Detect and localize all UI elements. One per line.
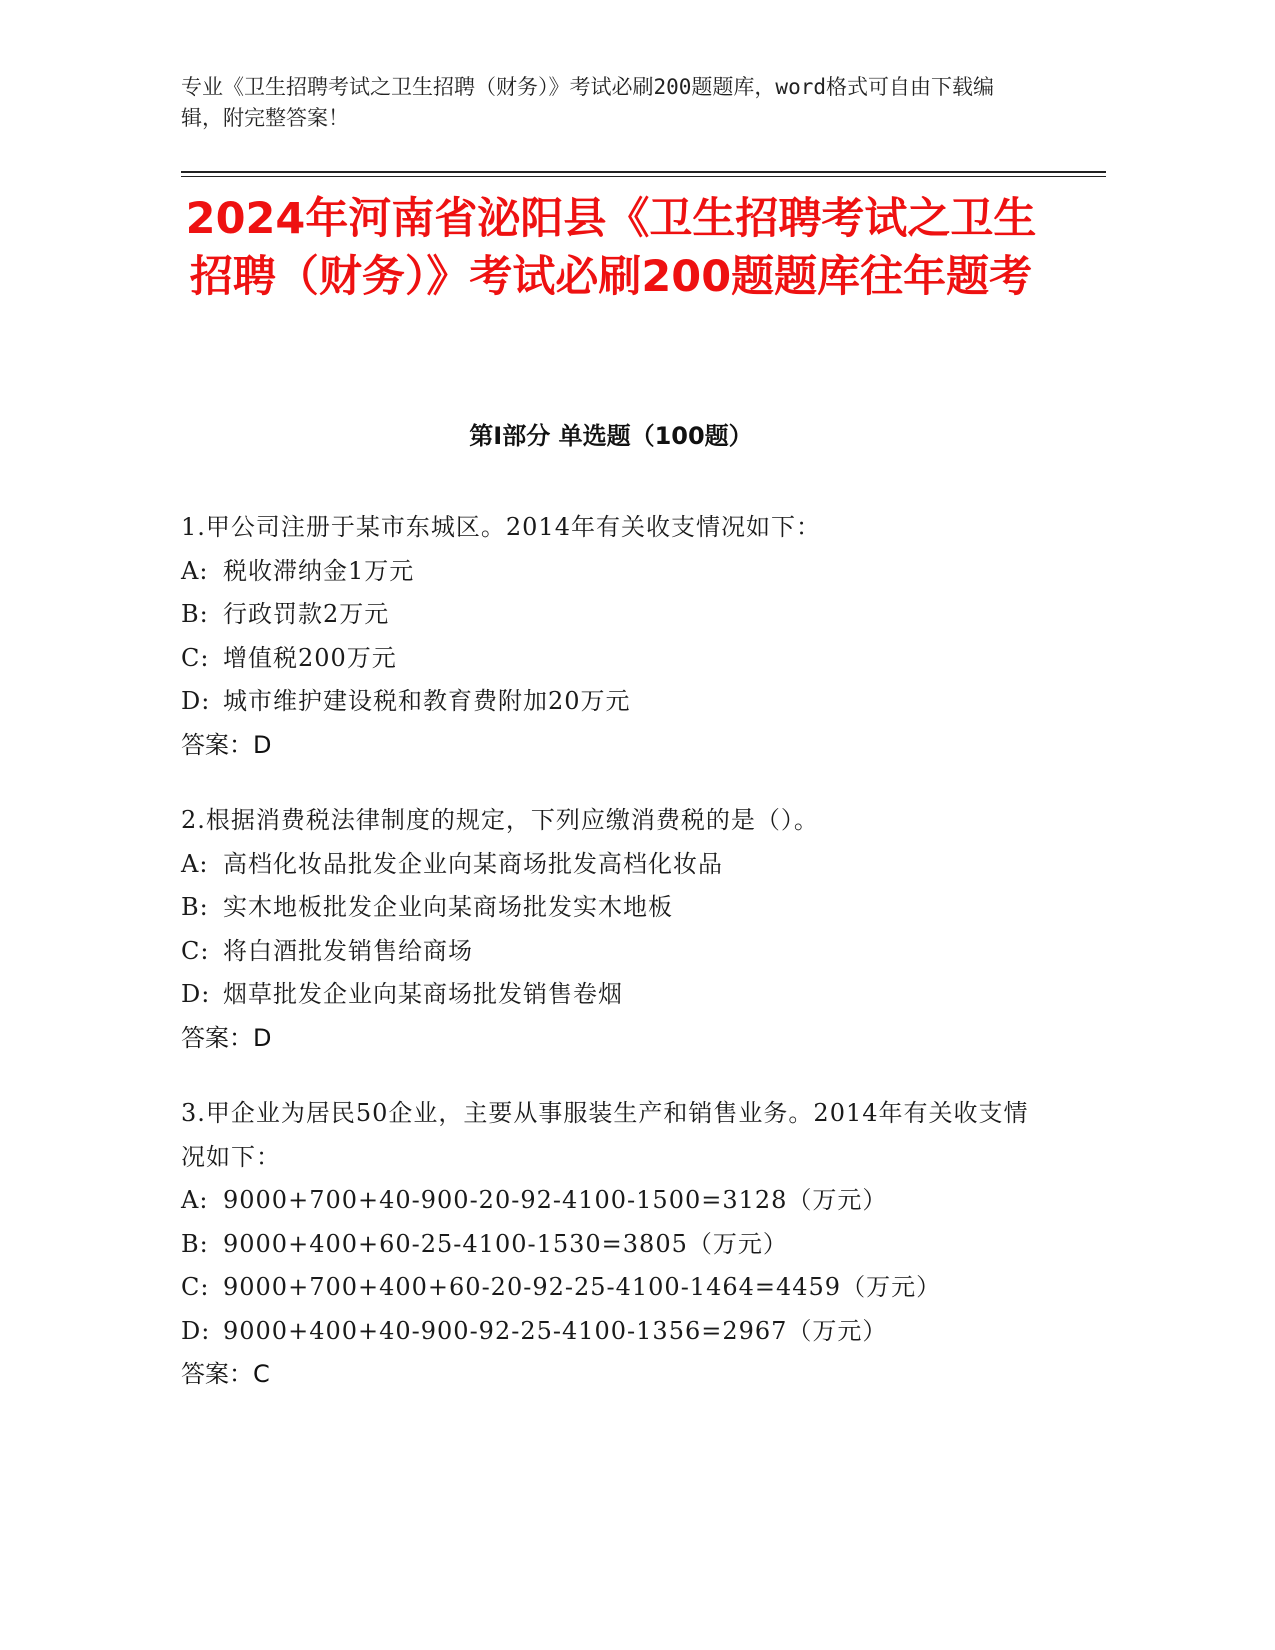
option-text: 高档化妆品批发企业向某商场批发高档化妆品 — [223, 849, 723, 878]
option-letter: D: — [181, 1316, 211, 1345]
option-d — [181, 973, 1041, 1017]
document-title: 2024年河南省泌阳县《卫生招聘考试之卫生招聘（财务）》考试必刷200题题库往年题考 — [185, 194, 1037, 302]
option-text: 将白酒批发销售给商场 — [223, 936, 473, 965]
option-text: 城市维护建设税和教育费附加20万元 — [223, 687, 631, 715]
question-stem: 2.根据消费税法律制度的规定，下列应缴消费税的是（）。 — [181, 806, 819, 834]
option-text: 9000+700+40-900-20-92-4100-1500=3128（万元） — [223, 1186, 888, 1214]
option-b — [181, 593, 1041, 637]
option-letter: C: — [181, 936, 210, 965]
option-b — [181, 886, 1041, 930]
answer-value: D — [253, 730, 272, 759]
question-list — [181, 506, 1041, 1429]
option-c — [181, 1266, 1041, 1310]
option-d — [181, 1310, 1041, 1354]
answer-label: 答案： — [181, 1360, 253, 1388]
option-b — [181, 1223, 1041, 1267]
answer-value: C — [253, 1360, 270, 1388]
option-letter: D: — [181, 980, 211, 1008]
answer-label: 答案： — [181, 1023, 253, 1052]
question-stem: 1.甲公司注册于某市东城区。2014年有关收支情况如下： — [181, 513, 821, 541]
question-2 — [181, 799, 1041, 1060]
option-letter: C: — [181, 1273, 210, 1301]
question-stem: 3.甲企业为居民50企业，主要从事服装生产和销售业务。2014年有关收支情况如下： — [181, 1099, 1029, 1171]
option-c — [181, 930, 1041, 974]
section-heading: 第Ⅰ部分 单选题（100题） — [469, 422, 753, 450]
answer-value: D — [253, 1023, 272, 1052]
option-text: 9000+400+40-900-92-25-4100-1356=2967（万元） — [223, 1316, 888, 1345]
option-text: 行政罚款2万元 — [223, 600, 390, 628]
answer-label: 答案： — [181, 730, 253, 759]
answer-line — [181, 1353, 1041, 1397]
option-letter: D: — [181, 687, 211, 715]
option-d — [181, 680, 1041, 724]
option-letter: B: — [181, 600, 209, 628]
option-text: 烟草批发企业向某商场批发销售卷烟 — [223, 980, 623, 1008]
option-text: 9000+700+400+60-20-92-25-4100-1464=4459（万元） — [223, 1273, 942, 1301]
option-letter: B: — [181, 893, 209, 921]
answer-line — [181, 1017, 1041, 1061]
option-letter: C: — [181, 643, 210, 672]
option-text: 税收滞纳金1万元 — [223, 556, 415, 585]
header-note: 专业《卫生招聘考试之卫生招聘（财务）》考试必刷200题题库，word格式可自由下载编辑，附完整答案！ — [181, 75, 994, 130]
question-1 — [181, 506, 1041, 767]
option-text: 9000+400+60-25-4100-1530=3805（万元） — [223, 1229, 788, 1258]
option-letter: B: — [181, 1229, 209, 1258]
option-c — [181, 637, 1041, 681]
option-text: 增值税200万元 — [223, 643, 397, 672]
option-letter: A: — [181, 556, 209, 585]
answer-line — [181, 724, 1041, 768]
option-letter: A: — [181, 849, 209, 878]
option-text: 实木地板批发企业向某商场批发实木地板 — [223, 893, 673, 921]
question-3 — [181, 1092, 1041, 1397]
option-letter: A: — [181, 1186, 209, 1214]
option-a — [181, 843, 1041, 887]
option-a — [181, 550, 1041, 594]
header-rule — [181, 171, 1106, 173]
option-a — [181, 1179, 1041, 1223]
header-rule-secondary — [181, 176, 1106, 177]
